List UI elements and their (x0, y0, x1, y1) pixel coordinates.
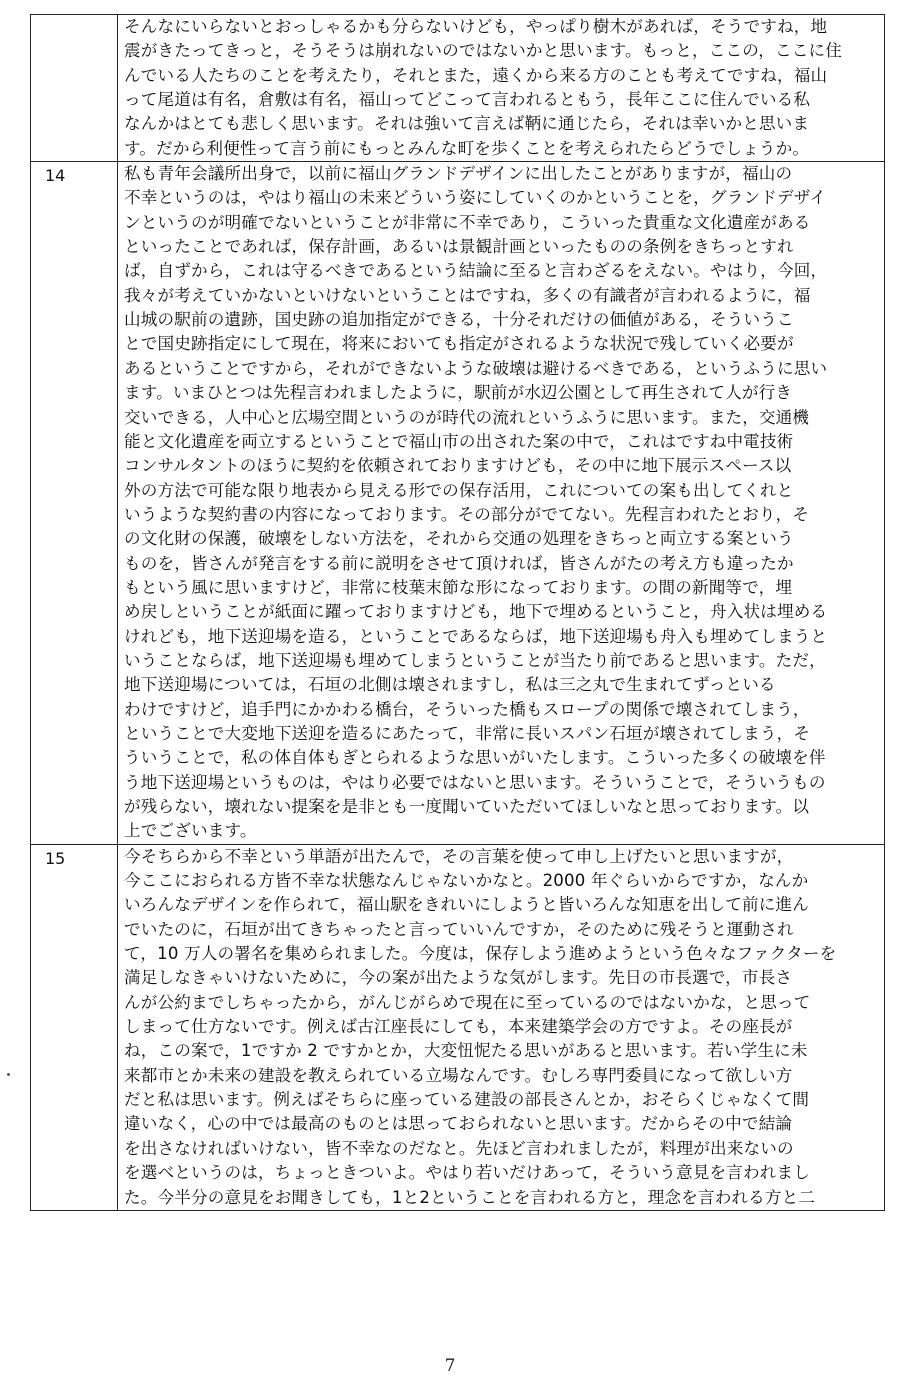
statement-line: が残らない，壊れない提案を是非とも一度聞いていただいてほしいなと思っております。以 (124, 797, 810, 816)
scan-speck (7, 1073, 10, 1076)
statement-line: 山城の駅前の遺跡，国史跡の追加指定ができる，十分それだけの価値がある，そういうこ (124, 310, 794, 330)
statement-line: だと私は思います。例えばそちらに座っている建設の部長さんとか，おそらくじゃなくて間 (124, 1090, 810, 1110)
statement-line: を出さなければいけない，皆不幸なのだなと。先ほど言われましたが，料理が出来ないの (124, 1138, 794, 1158)
statement-line: ンというのが明確でないということが非常に不幸であり，こういった貴重な文化遺産がある (124, 212, 811, 232)
speaker-entry-row (31, 162, 885, 845)
statement-line: の文化財の保護，破壊をしない方法を，それから交通の処理をきちっと両立する案という (124, 529, 794, 549)
statement-line: め戻しということが紙面に躍っておりますけども，地下で埋めるということ，舟入状は埋める (124, 602, 828, 622)
statement-line: ば，自ずから，これは守るべきであるという結論に至ると言わざるをえない。やはり，今回， (124, 261, 828, 281)
statement-line: 我々が考えていかないといけないということはですね，多くの有識者が言われるように，福 (124, 285, 811, 305)
statement-line: 今ここにおられる方皆不幸な状態なんじゃないかなと。2000 年ぐらいからですか，なんか (124, 871, 809, 891)
statement-line: 今そちらから不幸という単語が出たんで，その言葉を使って申し上げたいと思いますが， (124, 846, 794, 866)
statement-line: 上でございます。 (124, 821, 257, 841)
statement-line: って尾道は有名，倉敷は有名，福山ってどこって言われるともう，長年ここに住んでいる私 (124, 90, 811, 110)
statement-line: んが公約までしちゃったから，がんじがらめで現在に至っているのではないかな，と思って (124, 992, 811, 1012)
statement-line: そんなにいらないとおっしゃるかも分らないけども，やっぱり樹木があれば，そうですね，地 (124, 17, 828, 36)
statement-line: 違いなく，心の中では最高のものとは思っておられないと思います。だからその中で結論 (124, 1114, 793, 1134)
statement-line: 交いできる，人中心と広場空間というのが時代の流れというふうに思います。また，交通機 (124, 407, 810, 427)
statement-line: けれども，地下送迎場を造る，ということであるならば，地下送迎場も舟入も埋めてしまうと (124, 626, 828, 646)
statement-line: なんかはとても悲しく思います。それは強いて言えば鞆に通じたら，それは幸いかと思いま (124, 114, 810, 134)
statement-line: 能と文化遺産を両立するということで福山市の出された案の中で，これはですね中電技術 (124, 431, 794, 451)
minutes-sheet (30, 14, 868, 1211)
statement-line: わけですけど，追手門にかかわる橋台，そういった橋もスロープの関係で壊されてしまう， (124, 699, 810, 719)
minutes-table-body (31, 15, 885, 1211)
statement-line: 地下送迎場については，石垣の北側は壊されますし，私は三之丸で生まれてずっといる (124, 675, 776, 695)
statement-line: を選べというのは，ちょっときついよ。やはり若いだけあって，そういう意見を言われまし (124, 1163, 810, 1183)
statement-line: ものを，皆さんが発言をする前に説明をさせて頂ければ，皆さんがたの考え方も違ったか (124, 553, 794, 573)
statement-line: しまって仕方ないです。例えば古江座長にしても，本来建築学会の方ですよ。その座長が (124, 1017, 793, 1037)
statement-line: いうような契約書の内容になっております。その部分がでてない。先程言われたとおり，そ (124, 504, 810, 524)
entry-statement (118, 15, 885, 162)
statement-line: 満足しなきゃいけないために，今の案が出たような気がします。先日の市長選で，市長さ (124, 968, 793, 988)
statement-line: す。だから利便性って言う前にもっとみんな町を歩くことを考えられたらどうでしょうか。 (124, 138, 810, 158)
statement-line: う地下送迎場というものは，やはり必要ではないと思います。そういうことで，そういうもの (124, 772, 826, 792)
statement-line: ういうことで，私の体自体もぎとられるような思いがいたします。こういった多くの破壊を伴 (124, 748, 826, 768)
statement-line: 来都市とか未来の建設を教えられている立場なんです。むしろ専門委員になって欲しい方 (124, 1065, 793, 1085)
statement-line: んでいる人たちのことを考えたり，それとまた，遠くから来る方のことも考えてですね，福山 (124, 65, 828, 85)
statement-line: といったことであれば，保存計画，あるいは景観計画といったものの条例をきちっとすれ (124, 237, 794, 257)
statement-line: でいたのに，石垣が出てきちゃったと言っていいんですか，そのために残そうと運動され (124, 919, 794, 939)
statement-line: もという風に思いますけど，非常に枝葉末節な形になっております。の間の新聞等で，埋 (124, 577, 793, 597)
statement-line: 外の方法で可能な限り地表から見える形での保存活用，これについての案も出してくれと (124, 480, 794, 500)
statement-line: あるということですから，それができないような破壊は避けるべきである，というふうに思い (124, 358, 828, 378)
entry-number (31, 15, 118, 162)
statement-line: とで国史跡指定にして現在，将来においても指定がされるような状況で残していく必要が (124, 334, 794, 354)
statement-line: ます。いまひとつは先程言われましたように，駅前が水辺公園として再生されて人が行き (124, 383, 793, 403)
statement-line: た。今半分の意見をお聞きしても，1と2ということを言われる方と，理念を言われる方と二 (124, 1187, 816, 1207)
statement-line: ということで大変地下送迎を造るにあたって，非常に長いスパン石垣が壊されてしまう，そ (124, 723, 811, 743)
speaker-entry-row (31, 844, 885, 1210)
statement-line: 震がきたってきっと，そうそうは崩れないのではないかと思います。もっと，ここの，ここに住 (124, 41, 842, 61)
statement-line: いろんなデザインを作られて，福山駅をきれいにしようと皆いろんな知恵を出して前に進ん (124, 895, 809, 915)
statement-line: コンサルタントのほうに契約を依頼されておりますけども，その中に地下展示スペース以 (124, 456, 792, 476)
statement-line: いうことならば，地下送迎場も埋めてしまうということが当たり前であると思います。ただ， (124, 650, 826, 670)
statement-line: ね，この案で，1ですか 2 ですかとか，大変忸怩たる思いがあると思います。若い学生に未 (124, 1041, 808, 1061)
speaker-entry-row (31, 15, 885, 162)
statement-line: 私も青年会議所出身で，以前に福山グランドデザインに出したことがありますが，福山の (124, 164, 793, 184)
entry-statement (118, 162, 885, 845)
entry-number: 15 (31, 844, 118, 1210)
page-number: 7 (444, 1356, 456, 1376)
minutes-table (30, 14, 885, 1211)
statement-line: 不幸というのは，やはり福山の未来どういう姿にしていくのかということを，グランドデザイ (124, 188, 827, 208)
entry-statement (118, 844, 885, 1210)
statement-line: て，10 万人の署名を集められました。今度は，保存しよう進めようという色々なファクターを (124, 944, 837, 964)
entry-number: 14 (31, 162, 118, 845)
